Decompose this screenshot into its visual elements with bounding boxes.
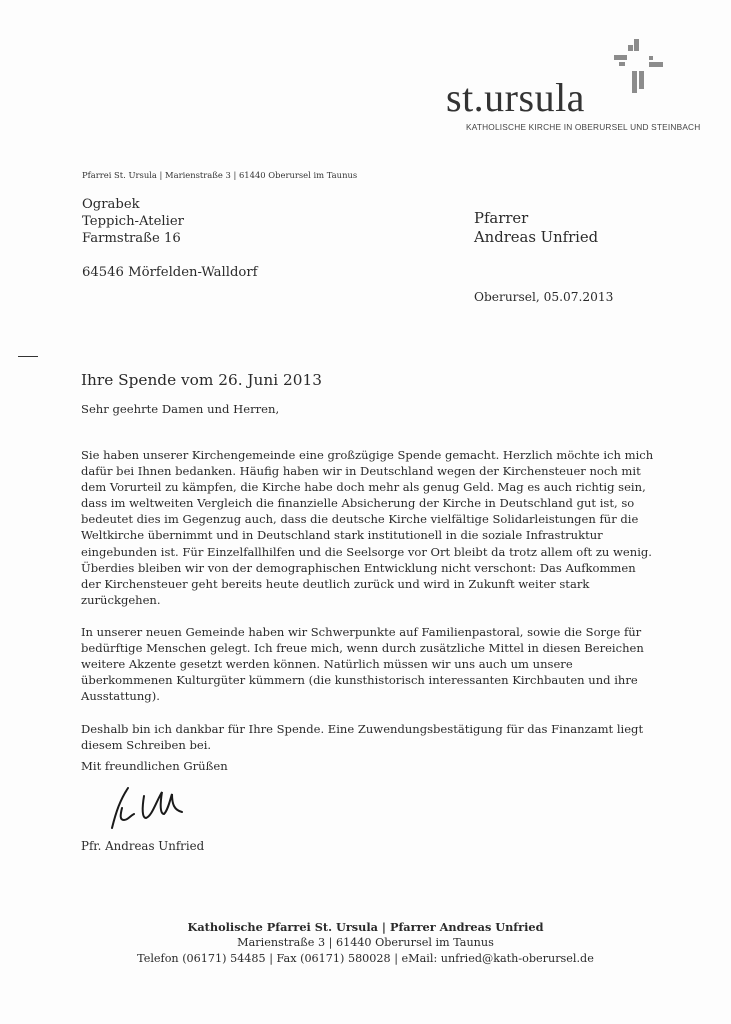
place-date: Oberursel, 05.07.2013 [474,290,614,304]
recipient-address [82,196,258,281]
cross-icon [614,35,664,95]
logo-wordmark: st.ursula [446,75,585,120]
footer-organization: Katholische Pfarrei St. Ursula | Pfarrer Andreas Unfried [187,920,544,934]
footer-address: Marienstraße 3 | 61440 Oberursel im Taunus [237,936,494,949]
body-line: Deshalb bin ich dankbar für Ihre Spende. Eine Zuwendungsbestätigung für das Finanzamt liegt [81,721,644,736]
body-line: Ausstattung). [81,689,160,704]
body-line: diesem Schreiben bei. [81,737,212,752]
pastor-name: Andreas Unfried [474,229,599,246]
paragraph-2 [81,624,681,704]
recipient-company: Teppich-Atelier [82,214,184,229]
pastor-block [474,209,598,247]
salutation: Sehr geehrte Damen und Herren, [81,402,280,416]
recipient-city: 64546 Mörfelden-Walldorf [82,265,258,280]
letter-body [81,447,681,769]
body-line: Weltkirche übernimmt und in Deutschland stark institutionell in die soziale Infrastruktur [81,528,603,543]
footer-contact: Telefon (06171) 54485 | Fax (06171) 580028 | eMail: unfried@kath-oberursel.de [137,952,594,965]
recipient-street: Farmstraße 16 [82,231,181,246]
fold-mark [18,356,38,357]
body-line: bedürftige Menschen gelegt. Ich freue mich, wenn durch zusätzliche Mittel in diesen Bereichen [81,641,644,656]
recipient-name: Ograbek [82,197,140,212]
signer-name: Pfr. Andreas Unfried [81,839,205,853]
body-line: dass im weltweiten Vergleich die finanzielle Absicherung der Kirche in Deutschland gut ist, so [81,496,635,511]
body-line: Sie haben unserer Kirchengemeinde eine großzügige Spende gemacht. Herzlich möchte ich mich [81,448,654,462]
body-line: der Kirchensteuer geht bereits heute deutlich zurück und wird in Zukunft weiter stark [81,576,590,591]
body-line: Überdies bleiben wir von der demographischen Entwicklung nicht verschont: Das Aufkommen [81,560,636,575]
body-line: eingebunden ist. Für Einzelfallhilfen und die Seelsorge vor Ort bleibt da trotz allem oft zu wenig. [81,544,652,559]
paragraph-3 [81,721,681,753]
logo-subtitle: KATHOLISCHE KIRCHE IN OBERURSEL UND STEINBACH [466,122,701,132]
closing: Mit freundlichen Grüßen [81,759,228,773]
signature-image [108,786,208,831]
sender-address-line: Pfarrei St. Ursula | Marienstraße 3 | 61440 Oberursel im Taunus [82,170,358,180]
body-line: dafür bei Ihnen bedanken. Häufig haben wir in Deutschland wegen der Kirchensteuer noch mit [81,464,641,479]
body-line: überkommenen Kulturgüter kümmern (die kunsthistorisch interessanten Kirchbauten und ihre [81,673,638,688]
pastor-title: Pfarrer [474,210,529,227]
body-line: weitere Akzente gesetzt werden können. Natürlich müssen wir uns auch um unsere [81,657,573,672]
body-line: zurückgehen. [81,592,161,607]
paragraph-1 [81,447,681,608]
body-line: dem Vorurteil zu kämpfen, die Kirche habe doch mehr als genug Geld. Mag es auch richtig sein, [81,480,646,495]
letter-subject: Ihre Spende vom 26. Juni 2013 [81,371,322,389]
body-line: In unserer neuen Gemeinde haben wir Schwerpunkte auf Familienpastoral, sowie die Sorge für [81,625,642,640]
letter-footer [0,919,731,967]
body-line: bedeutet dies im Gegenzug auch, dass die deutsche Kirche vielfältige Solidarleistungen für die [81,512,639,527]
